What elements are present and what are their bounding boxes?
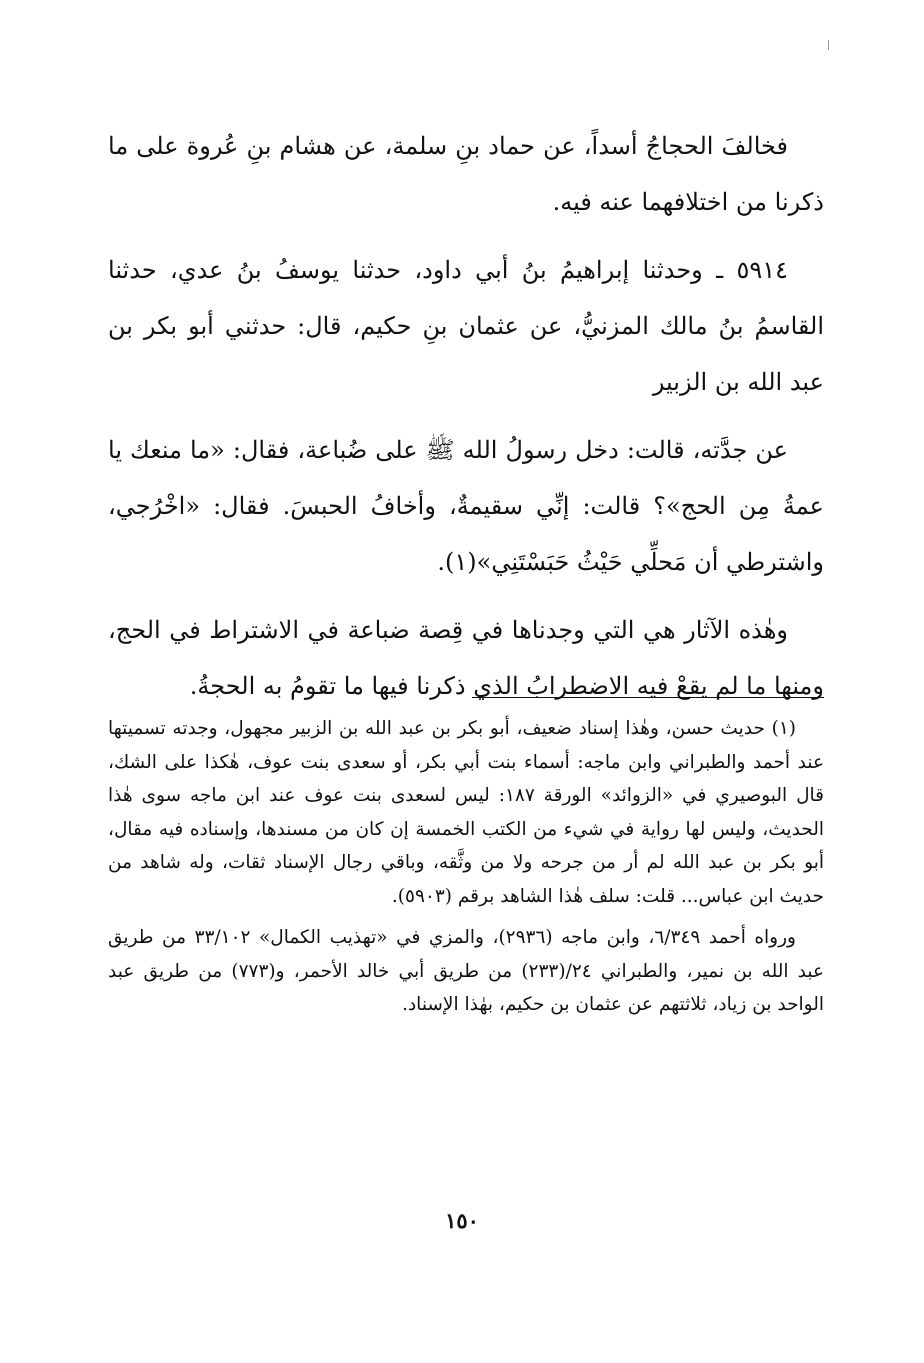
margin-mark: [828, 40, 829, 50]
main-text: [108, 118, 824, 726]
main-paragraph: وهٰذه الآثار هي التي وجدناها في قِصة ضباعة في الاشتراط في الحج، ومنها ما لم يقعْ فيه الاضطرابُ الذي ذكرنا فيها ما تقومُ به الحجةُ.: [108, 616, 824, 700]
main-paragraph: عن جدَّته، قالت: دخل رسولُ الله ﷺ على ضُباعة، فقال: «ما منعك يا عمةُ مِن الحج»؟ قالت: إنِّي سقيمةٌ، وأخافُ الحبسَ. فقال: «اخْرُجي، واشترطي أن مَحلِّي حَيْثُ حَبَسْتَنِي»(١).: [108, 436, 824, 576]
footnote-divider: [472, 697, 824, 698]
main-paragraph-hadith-5914: ٥٩١٤ ـ وحدثنا إبراهيمُ بنُ أبي داود، حدثنا يوسفُ بنُ عدي، حدثنا القاسمُ بنُ مالك المزنيُّ، عن عثمان بنِ حكيم، قال: حدثني أبو بكر بن عبد الله بن الزبير: [108, 256, 824, 396]
footnotes: [108, 712, 824, 1030]
footnote-item: (١) حديث حسن، وهٰذا إسناد ضعيف، أبو بكر بن عبد الله بن الزبير مجهول، وجدته تسميتها عند أحمد والطبراني وابن ماجه: أسماء بنت أبي بكر، أو سعدى بنت عوف، هٰكذا على الشك، قال البوصيري في «الزوائد» الورقة ١٨٧: ليس لسعدى بنت عوف عند ابن ماجه سوى هٰذا الحديث، وليس لها رواية في شيء من الكتب الخمسة إن كان من مسندها، وإسناده فيه مقال، أبو بكر بن عبد الله لم أر من جرحه ولا من وثَّقه، وباقي رجال الإسناد ثقات، وله شاهد من حديث ابن عباس... قلت: سلف هٰذا الشاهد برقم (٥٩٠٣).: [108, 718, 825, 907]
page-number: ١٥٠: [445, 1208, 479, 1233]
main-paragraph: فخالفَ الحجاجُ أسداً، عن حماد بنِ سلمة، عن هشام بنِ عُروة على ما ذكرنا من اختلافهما عنه فيه.: [108, 132, 824, 216]
footnote-item: ورواه أحمد ٦/٣٤٩، وابن ماجه (٢٩٣٦)، والمزي في «تهذيب الكمال» ٣٣/١٠٢ من طريق عبد الله بن نمير، والطبراني ٢٤/(٢٣٣) من طريق أبي خالد الأحمر، و(٧٧٣) من طريق عبد الواحد بن زياد، ثلاثتهم عن عثمان بن حكيم، بهٰذا الإسناد.: [108, 927, 824, 1015]
